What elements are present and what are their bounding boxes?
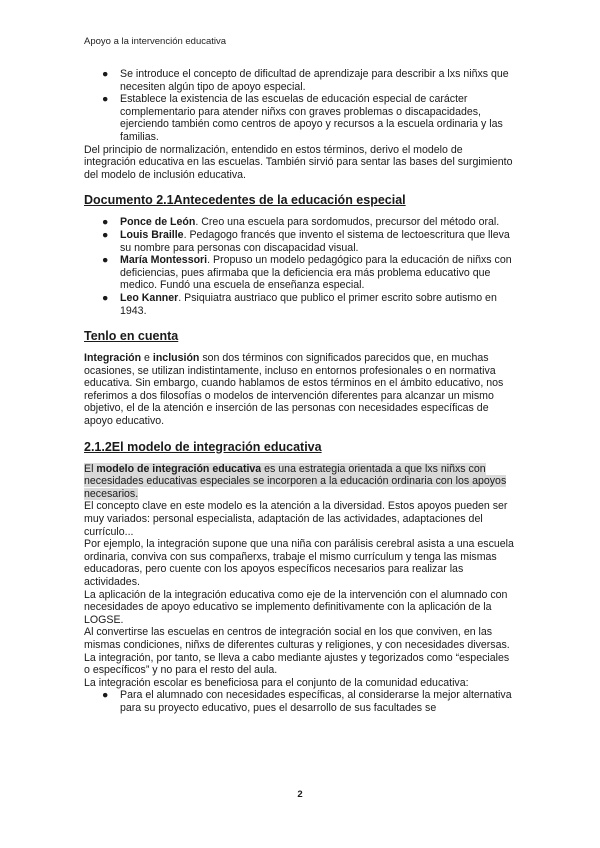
bullet-icon: ● — [102, 93, 109, 106]
page-number: 2 — [297, 789, 303, 800]
section-heading-antecedentes: Documento 2.1Antecedentes de la educación especial — [84, 193, 406, 208]
body-paragraph: Por ejemplo, la integración supone que una niña con parálisis cerebral asista a una escuela ordinaria, conviva con sus compañerxs, trabaje el mismo currículum y tenga las mismas educadoras, pero cuente con los apoyos específicos necesarios para realizar las actividades. — [84, 538, 514, 588]
antecedentes-list — [84, 216, 516, 317]
intro-paragraph: Del principio de normalización, entendido en estos términos, derivo el modelo de integración educativa en las escuelas. También sirvió para sentar las bases del surgimiento del modelo de inclusión educativa. — [84, 143, 513, 181]
body-paragraph: La integración, por tanto, se lleva a cabo mediante ajustes y tegorizados como “especiales o específicos” y no para el resto del aula. — [84, 651, 510, 677]
beneficios-list — [84, 689, 516, 714]
list-item: ● Leo Kanner. Psiquiatra austriaco que publico el primer escrito sobre autismo en 1943. — [102, 291, 497, 317]
page-content — [84, 68, 516, 715]
section-heading-modelo-integracion: 2.1.2El modelo de integración educativa — [84, 439, 322, 454]
list-item: ● María Montessori. Propuso un modelo pedagógico para la educación de niñxs con deficiencias, pues afirmaba que la deficiencia era más problema educativo que medico. Fundó una escuela de enseñanza especial. — [102, 254, 512, 292]
list-item: ● Ponce de León. Creo una escuela para sordomudos, precursor del método oral. — [102, 216, 500, 229]
body-paragraph: La integración escolar es beneficiosa para el conjunto de la comunidad educativa: — [84, 676, 469, 689]
intro-bullet-list — [84, 68, 516, 144]
section-heading-tenlo-en-cuenta: Tenlo en cuenta — [84, 329, 179, 344]
bullet-icon: ● — [102, 254, 109, 267]
page-header: Apoyo a la intervención educativa — [84, 36, 227, 47]
list-item: ● Louis Braille. Pedagogo francés que invento el sistema de lectoescritura que lleva su nombre para personas con discapacidad visual. — [102, 228, 510, 254]
bullet-icon: ● — [102, 291, 109, 304]
list-item: ● Para el alumnado con necesidades específicas, al considerarse la mejor alternativa para su proyecto educativo, pues el desarrollo de sus facultades se — [102, 689, 512, 714]
bullet-icon: ● — [102, 216, 109, 229]
list-item: ● Se introduce el concepto de dificultad de aprendizaje para describir a lxs niñxs que necesiten algún tipo de apoyo especial. — [102, 68, 509, 93]
body-paragraph: Al convertirse las escuelas en centros de integración social en los que conviven, en las mismas condiciones, niñxs de diferentes culturas y religiones, y con necesidades diversas. — [84, 626, 510, 651]
bullet-icon: ● — [102, 68, 109, 80]
bullet-icon: ● — [102, 689, 109, 702]
body-paragraph: El concepto clave en este modelo es la atención a la diversidad. Estos apoyos pueden ser muy variados: personal especialista, adaptación de las actividades, adaptaciones del currículo... — [84, 500, 508, 538]
list-item: ● Establece la existencia de las escuelas de educación especial de carácter complementario para atender niñxs con graves problemas o discapacidades, ejerciendo también como centros de apoyo y recursos a la escuela ordinaria y las familias. — [102, 93, 503, 143]
highlighted-definition: El modelo de integración educativa es una estrategia orientada a que lxs niñxs con necesidades educativas especiales se incorporen a la educación ordinaria con los apoyos necesarios. — [84, 462, 507, 500]
tenlo-en-cuenta-paragraph: Integración e inclusión son dos términos con significados parecidos que, en muchas ocasiones, se utilizan indistintamente, incluso en entornos profesionales o en normativa educativa. Sin embargo, cuando hablamos de estos términos en el ámbito educativo, nos referimos a dos filosofías o modelos de intervención diferentes para alcanzar un mismo objetivo, el de la atención e inserción de las personas con necesidades específicas de apoyo educativo. — [84, 352, 504, 428]
body-paragraph: La aplicación de la integración educativa como eje de la intervención con el alumnado con necesidades de apoyo educativo se implemento definitivamente con la aplicación de la LOGSE. — [84, 588, 508, 626]
bullet-icon: ● — [102, 228, 109, 241]
